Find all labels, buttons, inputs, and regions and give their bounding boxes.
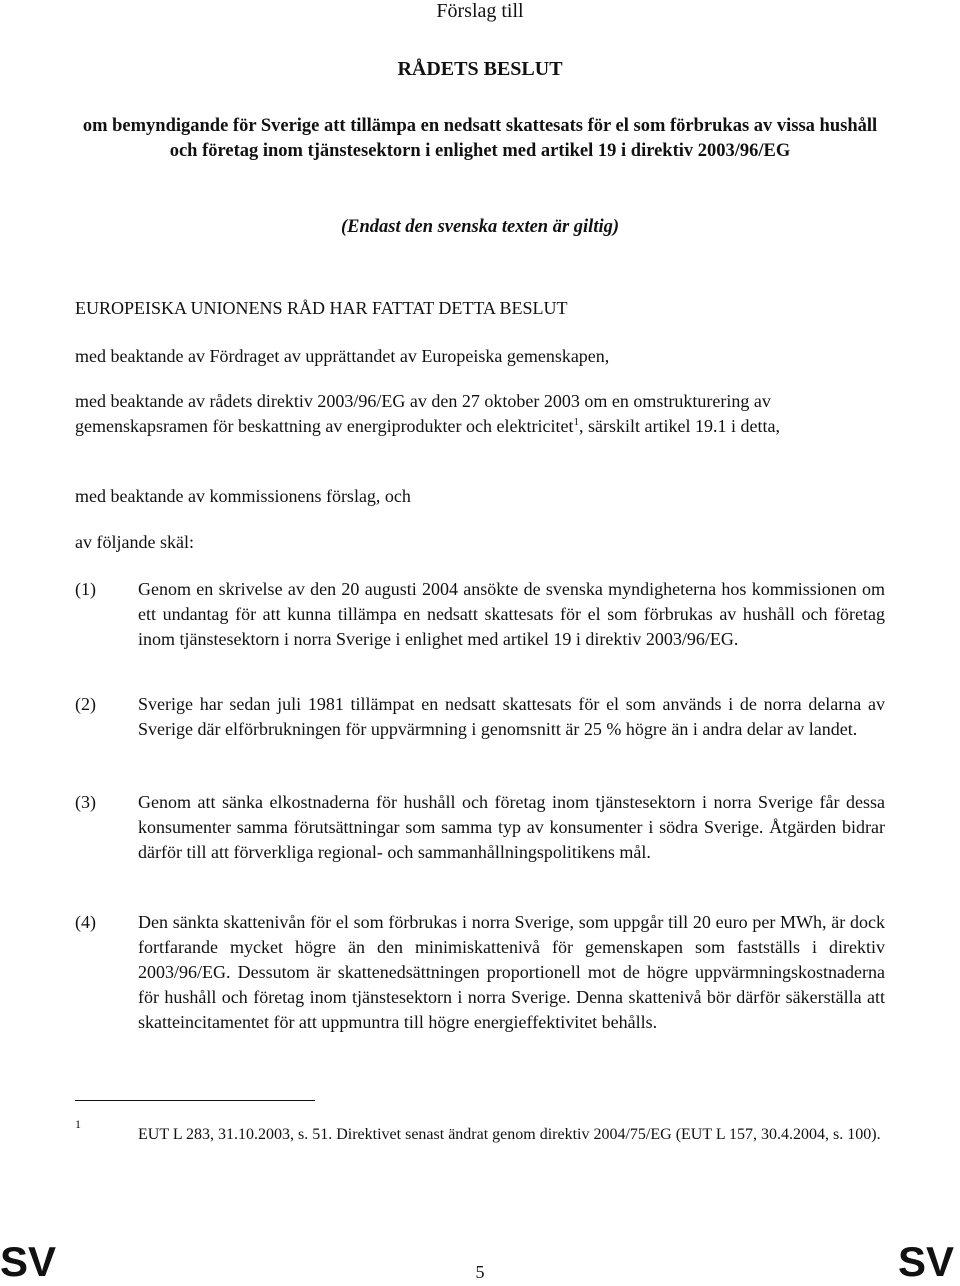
footnote-reference: 1	[573, 416, 579, 428]
recital-text: Genom en skrivelse av den 20 augusti 2004 ansökte de svenska myndigheterna hos kommissionen om ett undantag för att kunna tillämpa en nedsatt skattesats för el som förbrukas av hushåll och företag inom tjänstesektorn i norra Sverige i enlighet med artikel 19 i direktiv 2003/96/EG.	[138, 579, 885, 649]
recitals-intro: av följande skäl:	[75, 532, 194, 552]
page-number: 5	[475, 1262, 485, 1282]
recital-text: Sverige har sedan juli 1981 tillämpat en nedsatt skattesats för el som används i de norra delarna av Sverige där elförbrukningen för uppvärmning i genomsnitt är 25 % högre än i andra delar av landet.	[138, 694, 885, 739]
language-code-right: SV	[897, 1238, 954, 1285]
citation-directive	[75, 389, 885, 439]
language-code-left: SV	[0, 1238, 57, 1285]
recital-text: Genom att sänka elkostnaderna för hushåll och företag inom tjänstesektorn i norra Sverige får dessa konsumenter samma förutsättningar som samma typ av konsumenter i södra Sverige. Åtgärden bidrar därför till att förverkliga regional- och sammanhållningspolitikens mål.	[138, 792, 885, 862]
citation-commission: med beaktande av kommissionens förslag, och	[75, 486, 411, 506]
recital-number: (2)	[75, 694, 96, 714]
recital-number: (1)	[75, 579, 96, 599]
document-subtitle: om bemyndigande för Sverige att tillämpa en nedsatt skattesats för el som förbrukas av vissa hushåll och företag inom tjänstesektorn i enlighet med artikel 19 i direktiv 2003/96/EG	[82, 116, 878, 161]
citation-treaty: med beaktande av Fördraget av upprättandet av Europeiska gemenskapen,	[75, 346, 610, 366]
document-header: Förslag till	[436, 0, 524, 22]
document-title: RÅDETS BESLUT	[397, 58, 563, 80]
adoption-statement: EUROPEISKA UNIONENS RÅD HAR FATTAT DETTA BESLUT	[75, 298, 568, 318]
footnote-number: 1	[75, 1117, 81, 1131]
citation-directive-text: med beaktande av rådets direktiv 2003/96/EG av den 27 oktober 2003 om en omstrukturering av gemenskapsramen för beskattning av energiprodukter och elektricitet	[75, 391, 771, 436]
footnote-divider	[75, 1100, 315, 1101]
recital-text: Den sänkta skattenivån för el som förbrukas i norra Sverige, som uppgår till 20 euro per MWh, är dock fortfarande mycket högre än den minimiskattenivå för gemenskapen som fastställs i direktiv 2003/96/EG. Dessutom är skattenedsättningen proportionell mot de högre uppvärmningskostnaderna för hushåll och företag inom tjänstesektorn i norra Sverige. Denna skattenivå bör därför säkerställa att skatteincitamentet för att uppmuntra till högre energieffektivitet behålls.	[138, 912, 885, 1032]
footnote-text: EUT L 283, 31.10.2003, s. 51. Direktivet senast ändrat genom direktiv 2004/75/EG (EUT L 157, 30.4.2004, s. 100).	[138, 1126, 881, 1143]
recital-number: (4)	[75, 912, 96, 932]
language-note: (Endast den svenska texten är giltig)	[340, 217, 620, 237]
recital-number: (3)	[75, 792, 96, 812]
citation-directive-text-end: , särskilt artikel 19.1 i detta,	[579, 416, 780, 436]
